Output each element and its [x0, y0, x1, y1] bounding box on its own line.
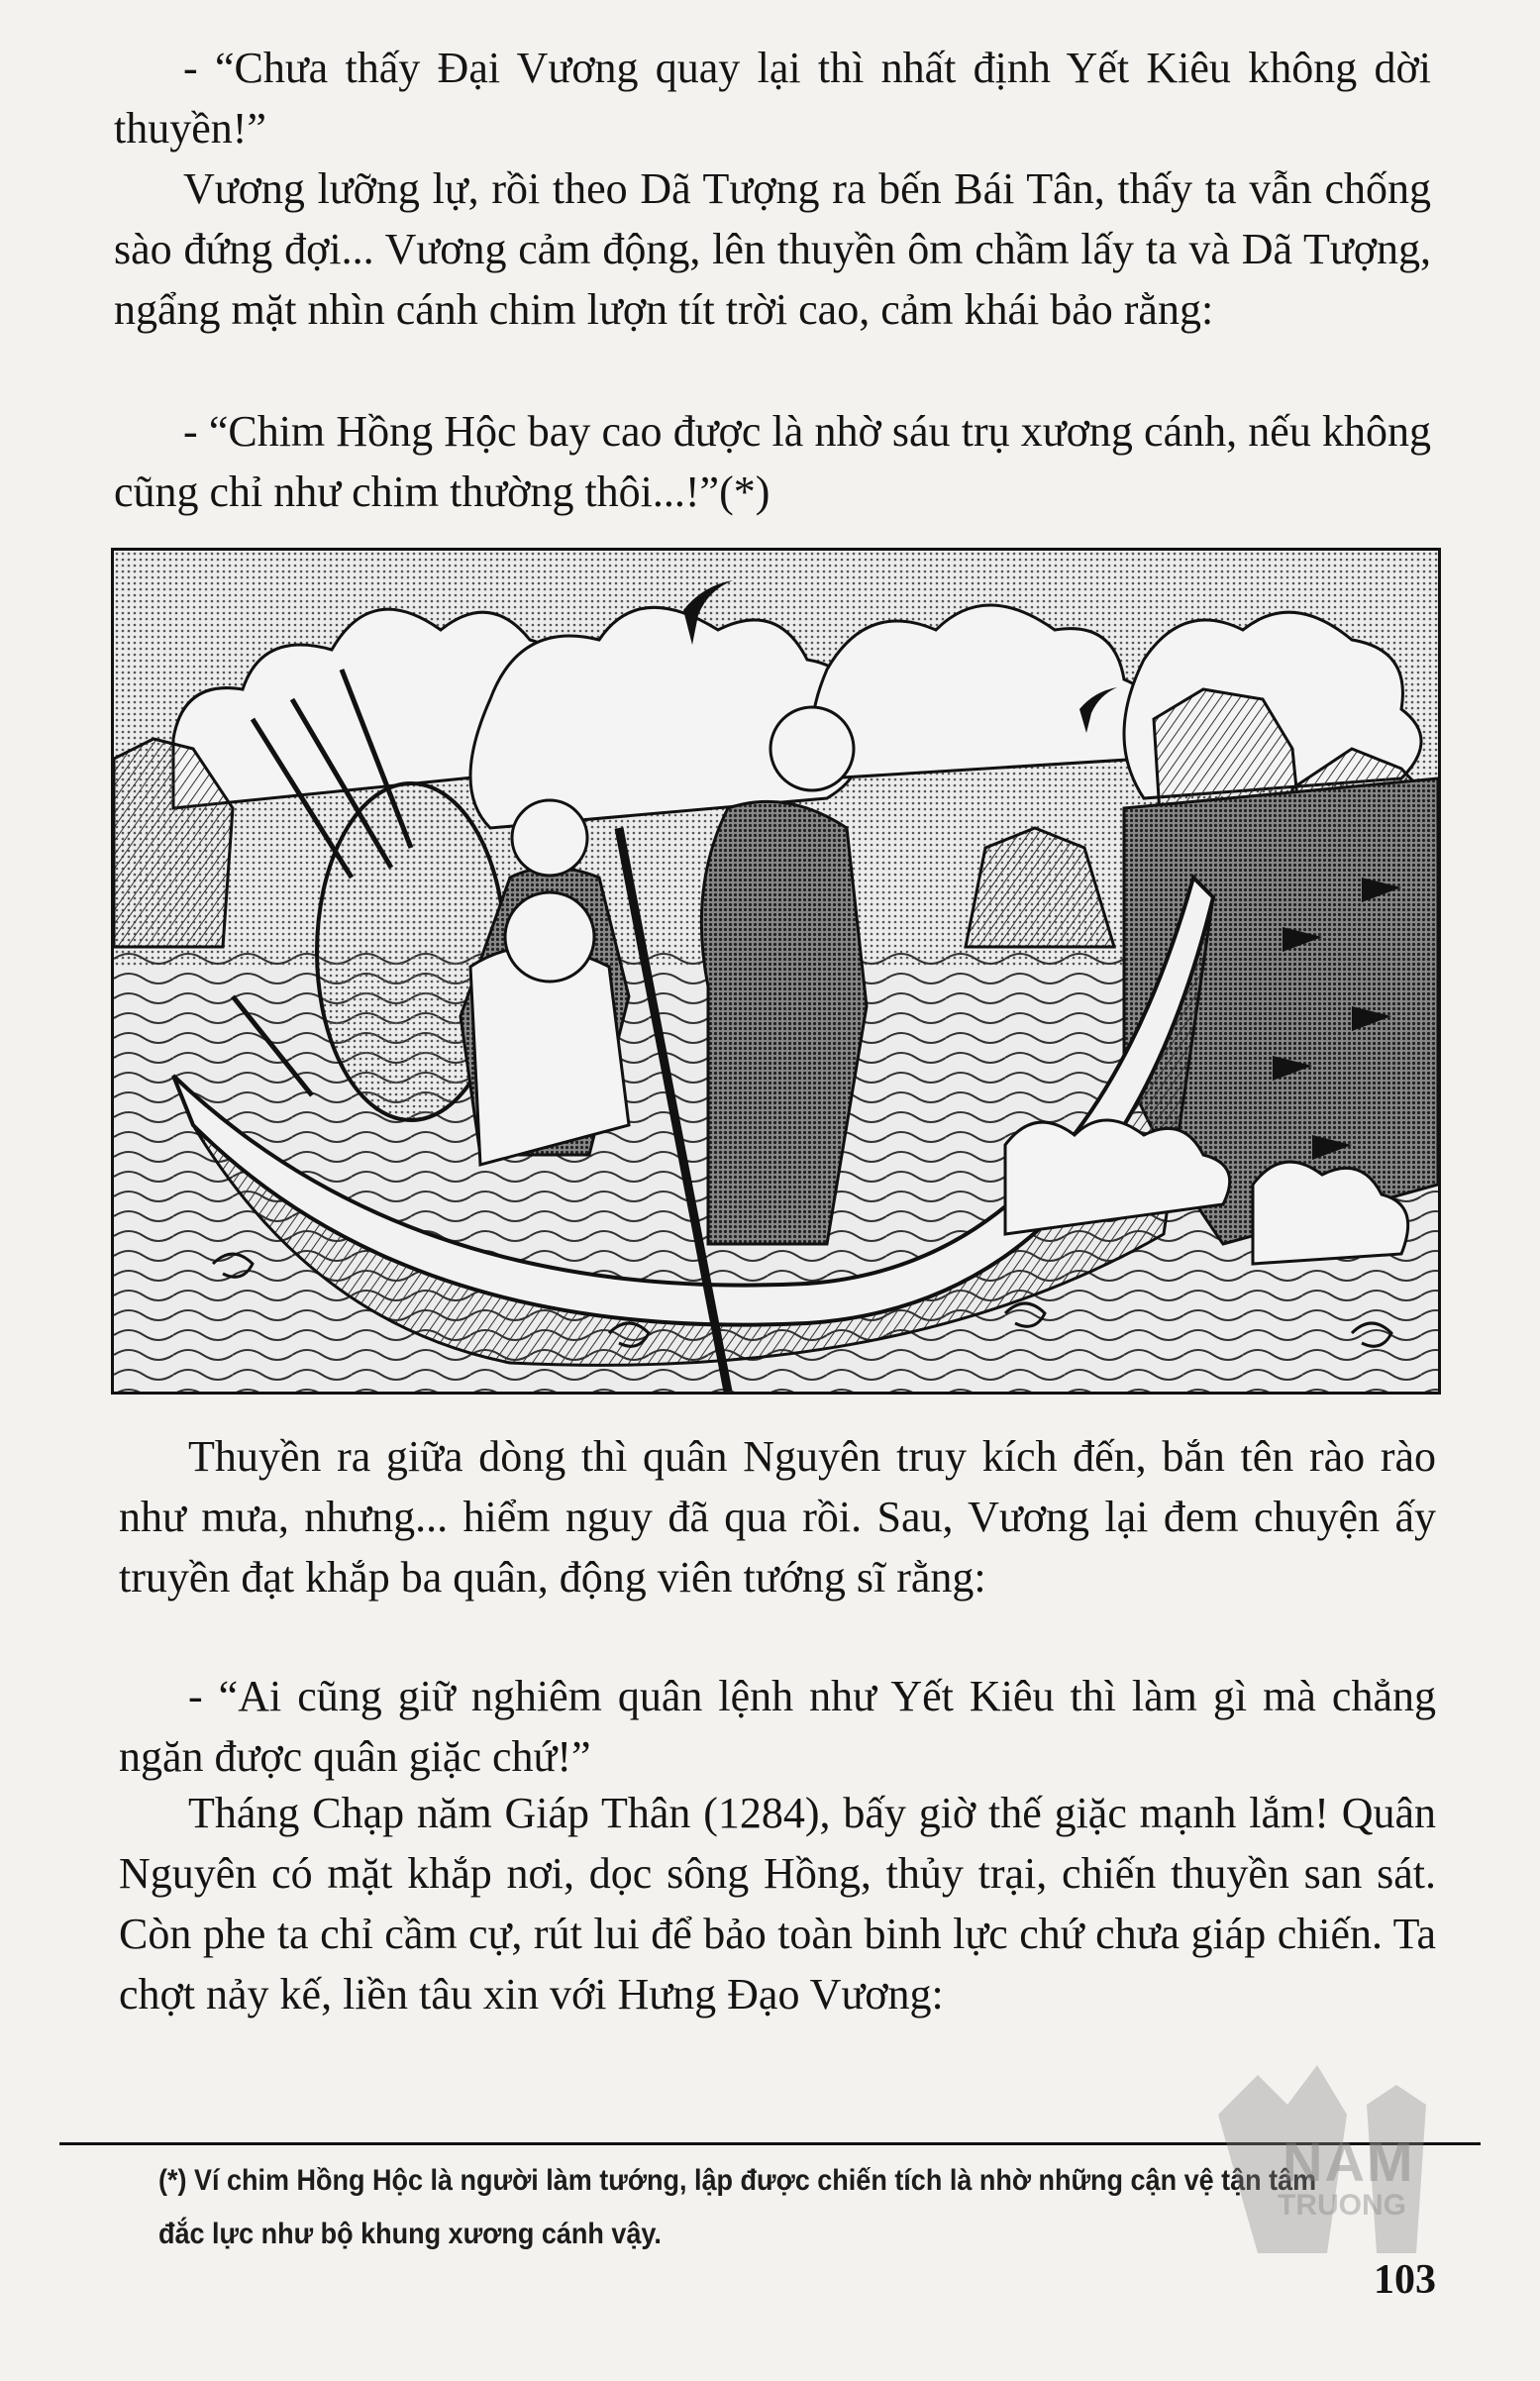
- paragraph-narrative-2: Thuyền ra giữa dòng thì quân Nguyên truy kích đến, bắn tên rào rào như mưa, nhưng... hiểm nguy đã qua rồi. Sau, Vương lại đem chuyện ấy truyền đạt khắp ba quân, động viên tướng sĩ rằng:: [119, 1432, 1436, 1602]
- footnote-mark: (*): [158, 2164, 187, 2197]
- boat-illustration: [111, 548, 1441, 1395]
- illustration-drawing: [114, 551, 1438, 1392]
- watermark-name: NAM: [1283, 2130, 1415, 2193]
- footnote-text: Ví chim Hồng Hộc là người làm tướng, lập được chiến tích là nhờ những cận vệ tận tâm đắc lực như bộ khung xương cánh vậy.: [158, 2164, 1317, 2250]
- paragraph-narrative-1: Vương lưỡng lự, rồi theo Dã Tượng ra bến Bái Tân, thấy ta vẫn chống sào đứng đợi... Vương cảm động, lên thuyền ôm chầm lấy ta và Dã Tượng, ngẩng mặt nhìn cánh chim lượn tít trời cao, cảm khái bảo rằng:: [114, 164, 1431, 334]
- paragraph-dialogue-2: - “Chim Hồng Hộc bay cao được là nhờ sáu trụ xương cánh, nếu không cũng chỉ như chim thường thôi...!”(*): [114, 407, 1431, 516]
- page-number: 103: [1374, 2257, 1436, 2303]
- watermark-subtitle: TRUONG: [1278, 2189, 1406, 2222]
- paragraph-narrative-3: Tháng Chạp năm Giáp Thân (1284), bấy giờ thế giặc mạnh lắm! Quân Nguyên có mặt khắp nơi, dọc sông Hồng, thủy trại, chiến thuyền san sát. Còn phe ta chỉ cầm cự, rút lui để bảo toàn binh lực chứ chưa giáp chiến. Ta chợt nảy kế, liền tâu xin với Hưng Đạo Vương:: [119, 1789, 1436, 2019]
- paragraph-dialogue-1: - “Chưa thấy Đại Vương quay lại thì nhất định Yết Kiêu không dời thuyền!”: [114, 44, 1431, 153]
- footnote: [158, 2154, 1317, 2261]
- paragraph-dialogue-3: - “Ai cũng giữ nghiêm quân lệnh như Yết Kiêu thì làm gì mà chẳng ngăn được quân giặc chứ!”: [119, 1672, 1436, 1781]
